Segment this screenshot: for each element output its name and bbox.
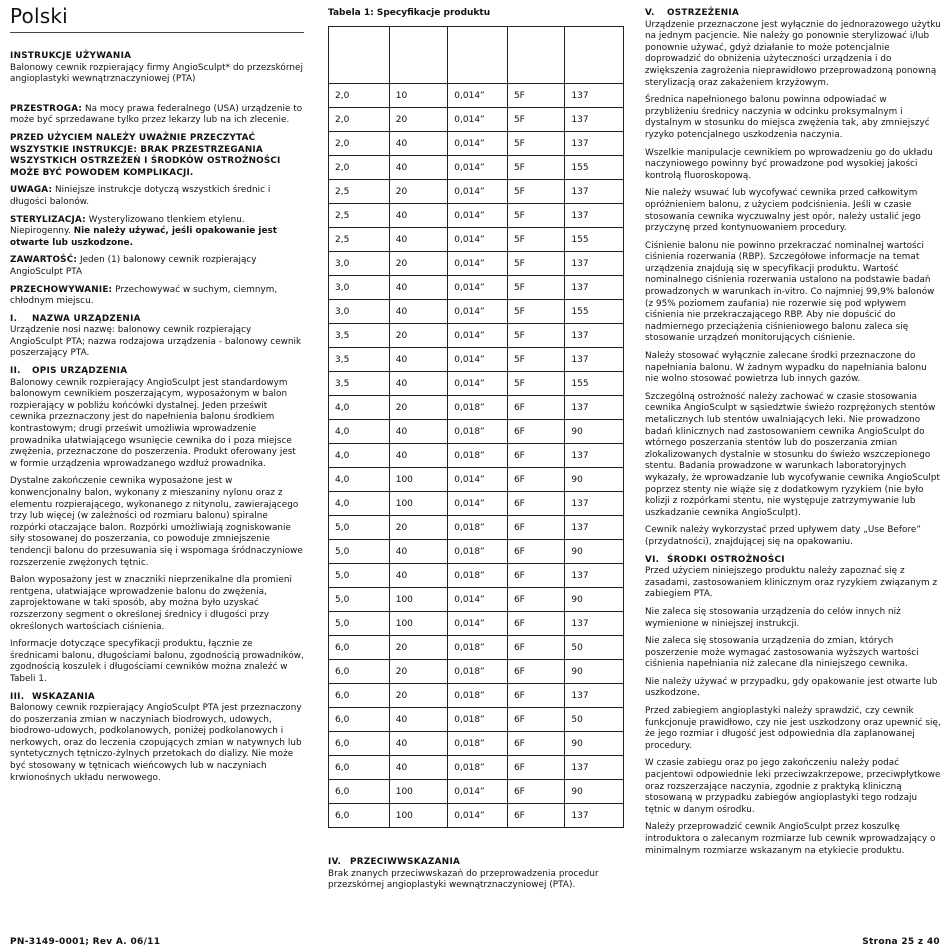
table-cell: 6,0 [329,756,390,780]
table-cell: 100 [389,492,448,516]
table-cell: 5F [507,84,564,108]
sterilization-label: STERYLIZACJA: [10,214,86,225]
table-cell: 40 [389,708,448,732]
table-row [329,780,624,804]
table-cell: 5,0 [329,540,390,564]
table-cell: 20 [389,660,448,684]
table-cell: 3,5 [329,348,390,372]
table-cell: 20 [389,180,448,204]
table-cell: 6,0 [329,732,390,756]
table-cell: 6,0 [329,660,390,684]
table-cell: 0,018” [448,564,508,588]
table-cell: 4,0 [329,444,390,468]
table-cell: 6F [507,660,564,684]
table-cell: 0,014” [448,780,508,804]
storage-label: PRZECHOWYWANIE: [10,284,113,295]
contents-paragraph [10,255,304,278]
table-cell: 90 [565,732,624,756]
table-cell: 0,014” [448,804,508,828]
table-cell: 20 [389,636,448,660]
table-header-cell [565,27,624,84]
table-cell: 6F [507,684,564,708]
table-cell: 0,014” [448,492,508,516]
table-cell: 90 [565,588,624,612]
table-cell: 50 [565,636,624,660]
storage-paragraph [10,285,304,308]
table-row [329,636,624,660]
table-cell: 20 [389,324,448,348]
section-heading-3: III. WSKAZANIA [10,691,95,702]
table-cell: 5F [507,228,564,252]
section-5-paragraph-2: Średnica napełnionego balonu powinna odpowiadać w przybliżeniu średnicy naczynia w odcinku proksymalnym i dystalnym w stosunku do miejsca zwężenia tak, aby zmniejszyć ryzyko potencjalnego uszkodzenia naczynia. [645,95,930,140]
table-cell: 40 [389,276,448,300]
column-right [645,8,943,863]
table-row [329,228,624,252]
section-heading-2: II. OPIS URZĄDZENIA [10,366,128,377]
table-cell: 40 [389,540,448,564]
table-cell: 6F [507,564,564,588]
table-cell: 0,014” [448,252,508,276]
table-cell: 6,0 [329,684,390,708]
section-5-paragraph-6: Należy stosować wyłącznie zalecane środki przeznaczone do napełniania balonu. W żadnym wypadku do napełniania balonu nie wolno stosować powietrza lub innych gazów. [645,351,927,385]
table-cell: 0,014” [448,348,508,372]
section-5-paragraph-4: Nie należy wsuwać lub wycofywać cewnika przed całkowitym opróżnieniem balonu, z użyciem podciśnienia. Jeśli w czasie stosowania cewnika wyczuwalny jest opór, należy ustalić jego przyczynę przed kontynuowaniem procedury. [645,188,921,234]
section-6-paragraph-1: Przed użyciem niniejszego produktu należy zapoznać się z zasadami, zastosowaniem klinicznym oraz ryzykiem związanym z zabiegiem PTA. [645,566,938,600]
table-cell: 90 [565,468,624,492]
table-cell: 137 [565,276,624,300]
table-cell: 5F [507,252,564,276]
table-row [329,612,624,636]
table-cell: 40 [389,756,448,780]
table-cell: 0,018” [448,708,508,732]
table-cell: 40 [389,156,448,180]
table-cell: 137 [565,444,624,468]
section-6-paragraph-7: Należy przeprowadzić cewnik AngioSculpt przez koszulkę introduktora o zalecanym rozmiarze lub cewnik wprowadzający o minimalnym rozmiarze wskazanym na etykiecie produktu. [645,822,936,856]
section-6-paragraph-5: Przed zabiegiem angioplastyki należy sprawdzić, czy cewnik funkcjonuje prawidłowo, czy nie jest uszkodzony oraz upewnić się, że jego rozmiar i długość jest odpowiednia dla zaplanowanej procedury. [645,706,941,751]
table-header-row [329,27,624,84]
section-6-paragraph-3: Nie zaleca się stosowania urządzenia do zmian, których poszerzenie może wymagać zastosowania wyższych wartości ciśnienia napełniania niż zalecane dla niniejszego cewnika. [645,636,919,670]
note-text: Niniejsze instrukcje dotyczą wszystkich średnic i długości balonów. [10,185,271,207]
table-cell: 137 [565,684,624,708]
table-cell: 6F [507,516,564,540]
table-cell: 0,018” [448,444,508,468]
table-cell: 137 [565,180,624,204]
table-header-cell [507,27,564,84]
sterilization-text: Wysterylizowano tlenkiem etylenu. Niepirogenny. [10,214,245,237]
table-cell: 40 [389,228,448,252]
table-cell: 5,0 [329,588,390,612]
table-row [329,492,624,516]
table-cell: 0,014” [448,300,508,324]
section-5-paragraph-7: Szczególną ostrożność należy zachować w czasie stosowania cewnika AngioSculpt w sąsiedztwie świeżo rozprężonych stentów metalicznych lub stentów uwalniających leki. Nie prowadzono badań klinicznych nad zastosowaniem cewnika AngioSculpt do wtórnego poszerzania stentów lub do poszerzania zmian zlokalizowanych dystalnie w stosunku do świeżo wszczepionego stentu. Badania prowadzone w warunkach laboratoryjnych wykazały, że wprowadzanie lub wycofywanie cewnika AngioSculpt poprzez stenty nie wiąże się z dodatkowym ryzykiem (nie było kolizji z rozpórkami stentu, nie występuje zatrzymywanie lub uszkadzanie cewnika AngioSculpt). [645,391,940,518]
section-1-text: Urządzenie nosi nazwę: balonowy cewnik rozpierający AngioSculpt PTA; nazwa rodzajowa urządzenia - balonowy cewnik poszerzający PTA. [10,325,302,359]
table-cell: 0,014” [448,204,508,228]
storage-text: Przechowywać w suchym, ciemnym, chłodnym miejscu. [10,284,278,307]
table-cell: 6F [507,420,564,444]
table-row [329,204,624,228]
table-cell: 40 [389,564,448,588]
table-row [329,132,624,156]
table-cell: 155 [565,300,624,324]
contraindications-section [328,857,624,898]
table-cell: 6F [507,780,564,804]
table-cell: 5F [507,372,564,396]
table-row [329,420,624,444]
table-cell: 0,014” [448,156,508,180]
table-cell: 5F [507,324,564,348]
table-row [329,708,624,732]
section-heading-4: IV. PRZECIWWSKAZANIA [328,857,461,867]
table-cell: 2,0 [329,108,390,132]
table-cell: 2,5 [329,228,390,252]
table-cell: 90 [565,540,624,564]
table-row [329,108,624,132]
table-row [329,156,624,180]
table-row [329,588,624,612]
table-cell: 5,0 [329,516,390,540]
table-row [329,444,624,468]
table-cell: 40 [389,204,448,228]
sterilization-bold: Nie należy używać, jeśli opakowanie jest otwarte lub uszkodzone. [10,226,278,248]
table-cell: 0,014” [448,84,508,108]
table-cell: 137 [565,84,624,108]
table-cell: 2,0 [329,156,390,180]
table-cell: 100 [389,612,448,636]
table-cell: 137 [565,804,624,828]
table-cell: 6F [507,540,564,564]
table-cell: 40 [389,444,448,468]
table-cell: 137 [565,348,624,372]
section-3-text: Balonowy cewnik rozpierający AngioSculpt PTA jest przeznaczony do poszerzania zmian w naczyniach biodrowych, udowych, biodrowo-udowych, podkolanowych, poniżej podkolanowych i nerkowych, oraz do leczenia czopujących zmian w natywnych lub syntetycznych tętniczo-żylnych przetokach do dializy. Nie może być stosowany w tętnicach wieńcowych lub w naczyniach krwionośnych układu nerwowego. [10,703,302,783]
table-cell: 155 [565,156,624,180]
footer-part-number: PN-3149-0001; Rev A. 06/11 [10,937,161,947]
column-middle [328,8,624,828]
table-cell: 100 [389,804,448,828]
caution-paragraph [10,104,304,127]
table-cell: 40 [389,300,448,324]
table-row [329,324,624,348]
table-cell: 3,0 [329,300,390,324]
table-cell: 100 [389,588,448,612]
table-cell: 6F [507,396,564,420]
table-cell: 0,014” [448,324,508,348]
section-heading-6: VI. ŚRODKI OSTROŻNOŚCI [645,554,785,565]
section-2-paragraph-1: Balonowy cewnik rozpierający AngioSculpt jest standardowym balonowym cewnikiem poszerzającym, wyposażonym w balon rozpierający w pobliżu końcówki dystalnej. Jeden prześwit cewnika przeznaczony jest do napełnienia balonu środkiem kontrastowym; drugi prześwit umożliwia wprowadzenie prowadnika ułatwiającego wsunięcie cewnika do i poza miejsce zwężenia, przeznaczone do poszerzenia. Produkt oferowany jest w formie urządzenia wprowadzanego wzdłuż prowadnika. [10,377,296,469]
table-cell: 40 [389,132,448,156]
table-cell: 0,018” [448,636,508,660]
table-row [329,684,624,708]
table-cell: 4,0 [329,420,390,444]
section-5-paragraph-8: Cewnik należy wykorzystać przed upływem daty „Use Before” (przydatności), znajdującej się na opakowaniu. [645,525,921,547]
table-cell: 0,018” [448,756,508,780]
table-cell: 0,018” [448,684,508,708]
table-cell: 2,0 [329,84,390,108]
table-cell: 6,0 [329,636,390,660]
table-cell: 3,0 [329,252,390,276]
table-cell: 2,0 [329,132,390,156]
table-cell: 137 [565,516,624,540]
table-row [329,300,624,324]
caution-text: Na mocy prawa federalnego (USA) urządzenie to może być sprzedawane tylko przez lekarzy lub na ich zlecenie. [10,103,303,126]
table-cell: 3,0 [329,276,390,300]
table-cell: 0,014” [448,588,508,612]
table-cell: 137 [565,132,624,156]
section-6-paragraph-6: W czasie zabiegu oraz po jego zakończeniu należy podać pacjentowi odpowiednie leki przeciwzakrzepowe, przeciwpłytkowe oraz rozszerzające naczynia, zgodnie z praktyką kliniczną stosowaną w przypadku zabiegów angioplastyki tego rodzaju tętnic w danym ośrodku. [645,758,941,815]
table-cell: 137 [565,612,624,636]
table-row [329,660,624,684]
table-cell: 5F [507,348,564,372]
table-cell: 2,5 [329,180,390,204]
table-cell: 40 [389,732,448,756]
table-cell: 90 [565,660,624,684]
instructions-text: Balonowy cewnik rozpierający firmy AngioSculpt* do przezskórnej angioplastyki wewnątrznaczyniowej (PTA) [10,62,303,85]
table-cell: 6,0 [329,780,390,804]
section-2-paragraph-2: Dystalne zakończenie cewnika wyposażone jest w konwencjonalny balon, wykonany z mieszaniny nylonu oraz z elementu rozpierającego, wykonanego z nitynolu, zawierającego trzy lub więcej (w zależności od rozmiaru balonu) spiralne rozpórki otaczające balon. Rozpórki umożliwiają zogniskowanie siły stosowanej do poszerzania, co powoduje zmniejszenie tendencji balonu do przesuwania się i wspomaga śródnaczyniowe rozszerzenie zwężonych tętnic. [10,476,303,568]
table-cell: 0,018” [448,396,508,420]
section-5-paragraph-1: Urządzenie przeznaczone jest wyłącznie do jednorazowego użytku na jednym pacjencie. Nie należy go ponownie sterylizować i/lub ponownie używać, gdyż działanie to może potencjalnie doprowadzić do obniżenia użyteczności urządzenia i do zwiększenia zagrożenia nieprawidłowo przeprowadzoną ponowną sterylizacją oraz zakażeniem krzyżowym. [645,19,941,88]
table-cell: 5F [507,108,564,132]
note-label: UWAGA: [10,185,53,196]
table-cell: 6F [507,756,564,780]
table-cell: 0,018” [448,420,508,444]
table-cell: 155 [565,372,624,396]
table-cell: 137 [565,108,624,132]
table-cell: 4,0 [329,492,390,516]
warning-block: PRZED UŻYCIEM NALEŻY UWAŻNIE PRZECZYTAĆ WSZYSTKIE INSTRUKCJE: BRAK PRZESTRZEGANIA WSZYSTKICH OSTRZEŻEŃ I ŚRODKÓW OSTROŻNOŚCI MOŻE BYĆ POWODEM KOMPLIKACJI. [10,132,281,178]
table-row [329,756,624,780]
table-cell: 5,0 [329,612,390,636]
table-cell: 100 [389,780,448,804]
table-cell: 6F [507,708,564,732]
table-cell: 5F [507,300,564,324]
table-cell: 6F [507,468,564,492]
table-cell: 0,018” [448,516,508,540]
section-5-paragraph-5: Ciśnienie balonu nie powinno przekraczać nominalnej wartości ciśnienia rozerwania (RBP). Szczegółowe informacje na temat urządzenia znajdują się w specyfikacji produktu. Wartość nominalnego ciśnienia rozerwania ustalono na podstawie badań prowadzonych w warunkach in-vitro. Co najmniej 99,9% balonów (z 95% poziomem zaufania) nie rozerwie się pod wpływem ciśnienia nie przekraczającego RBP. Aby nie dopuścić do nadmiernego przeciążenia ciśnieniowego balonu zaleca się stosowanie urządzeń monitorujących ciśnienie. [645,240,935,344]
table-cell: 5,0 [329,564,390,588]
section-5-paragraph-3: Wszelkie manipulacje cewnikiem po wprowadzeniu go do układu naczyniowego powinny być prowadzone pod wysokiej jakości kontrolą fluoroskopową. [645,147,933,181]
table-cell: 0,014” [448,132,508,156]
table-cell: 0,014” [448,468,508,492]
table-cell: 5F [507,132,564,156]
table-cell: 6F [507,636,564,660]
table-cell: 3,5 [329,372,390,396]
section-heading-1: I. NAZWA URZĄDZENIA [10,313,141,324]
table-cell: 137 [565,396,624,420]
table-row [329,540,624,564]
table-cell: 0,014” [448,180,508,204]
table-cell: 3,5 [329,324,390,348]
page-title: Polski [10,4,304,33]
table-cell: 137 [565,204,624,228]
section-4-text: Brak znanych przeciwwskazań do przeprowadzenia procedur przezskórnej angioplastyki wewnątrznaczyniowej (PTA). [328,868,599,891]
section-2-paragraph-3: Balon wyposażony jest w znaczniki nieprzenikalne dla promieni rentgena, ułatwiające wprowadzenie balonu do zwężenia, zaprojektowane w taki sposób, aby można było uzyskać rozszerzony segment o określonej średnicy i długości przy określonych wartościach ciśnienia. [10,575,292,632]
table-cell: 20 [389,516,448,540]
table-row [329,180,624,204]
table-cell: 137 [565,324,624,348]
table-row [329,732,624,756]
table-cell: 6F [507,588,564,612]
table-header-cell [448,27,508,84]
table-cell: 155 [565,228,624,252]
table-cell: 5F [507,204,564,228]
table-row [329,348,624,372]
table-cell: 0,014” [448,108,508,132]
table-cell: 40 [389,348,448,372]
table-cell: 20 [389,396,448,420]
table-cell: 137 [565,564,624,588]
table-cell: 137 [565,252,624,276]
table-cell: 0,018” [448,732,508,756]
table-title: Tabela 1: Specyfikacje produktu [328,8,491,18]
table-cell: 50 [565,708,624,732]
table-cell: 20 [389,252,448,276]
footer-page-number: Strona 25 z 40 [862,937,940,947]
table-header-cell [329,27,390,84]
table-cell: 0,018” [448,540,508,564]
table-cell: 0,014” [448,228,508,252]
table-row [329,252,624,276]
table-cell: 6F [507,492,564,516]
caution-label: PRZESTROGA: [10,103,83,114]
table-cell: 5F [507,180,564,204]
table-cell: 4,0 [329,396,390,420]
table-cell: 10 [389,84,448,108]
sterilization-paragraph [10,215,304,250]
table-row [329,372,624,396]
table-cell: 20 [389,684,448,708]
column-left [10,4,304,790]
table-cell: 0,018” [448,660,508,684]
table-cell: 6,0 [329,804,390,828]
section-6-paragraph-4: Nie należy używać w przypadku, gdy opakowanie jest otwarte lub uszkodzone. [645,676,938,699]
section-heading-5: V. OSTRZEŻENIA [645,8,740,18]
table-cell: 6F [507,732,564,756]
table-cell: 137 [565,756,624,780]
table-row [329,516,624,540]
table-header-cell [389,27,448,84]
table-cell: 6F [507,612,564,636]
table-cell: 40 [389,372,448,396]
table-cell: 20 [389,108,448,132]
table-cell: 6F [507,444,564,468]
note-paragraph [10,185,304,208]
table-cell: 5F [507,156,564,180]
table-cell: 2,5 [329,204,390,228]
table-row [329,804,624,828]
table-row [329,84,624,108]
table-cell: 6F [507,804,564,828]
table-cell: 6,0 [329,708,390,732]
table-cell: 4,0 [329,468,390,492]
table-cell: 0,014” [448,276,508,300]
table-row [329,468,624,492]
table-row [329,276,624,300]
table-cell: 137 [565,492,624,516]
table-cell: 0,014” [448,372,508,396]
contents-text: Jeden (1) balonowy cewnik rozpierający AngioSculpt PTA [10,255,257,277]
spec-table [328,26,624,828]
table-cell: 100 [389,468,448,492]
table-row [329,396,624,420]
table-cell: 90 [565,780,624,804]
section-2-paragraph-4: Informacje dotyczące specyfikacji produktu, łącznie ze średnicami balonu, długościami balonu, zgodnością prowadników, zgodnością koszulek i długościami cewników można znaleźć w Tabeli 1. [10,639,304,684]
table-cell: 5F [507,276,564,300]
section-6-paragraph-2: Nie zaleca się stosowania urządzenia do celów innych niż wymienione w niniejszej instrukcji. [645,606,901,629]
contents-label: ZAWARTOŚĆ: [10,255,78,266]
table-row [329,564,624,588]
table-cell: 90 [565,420,624,444]
instructions-heading: INSTRUKCJE UŻYWANIA [10,51,132,61]
table-cell: 0,014” [448,612,508,636]
table-cell: 40 [389,420,448,444]
